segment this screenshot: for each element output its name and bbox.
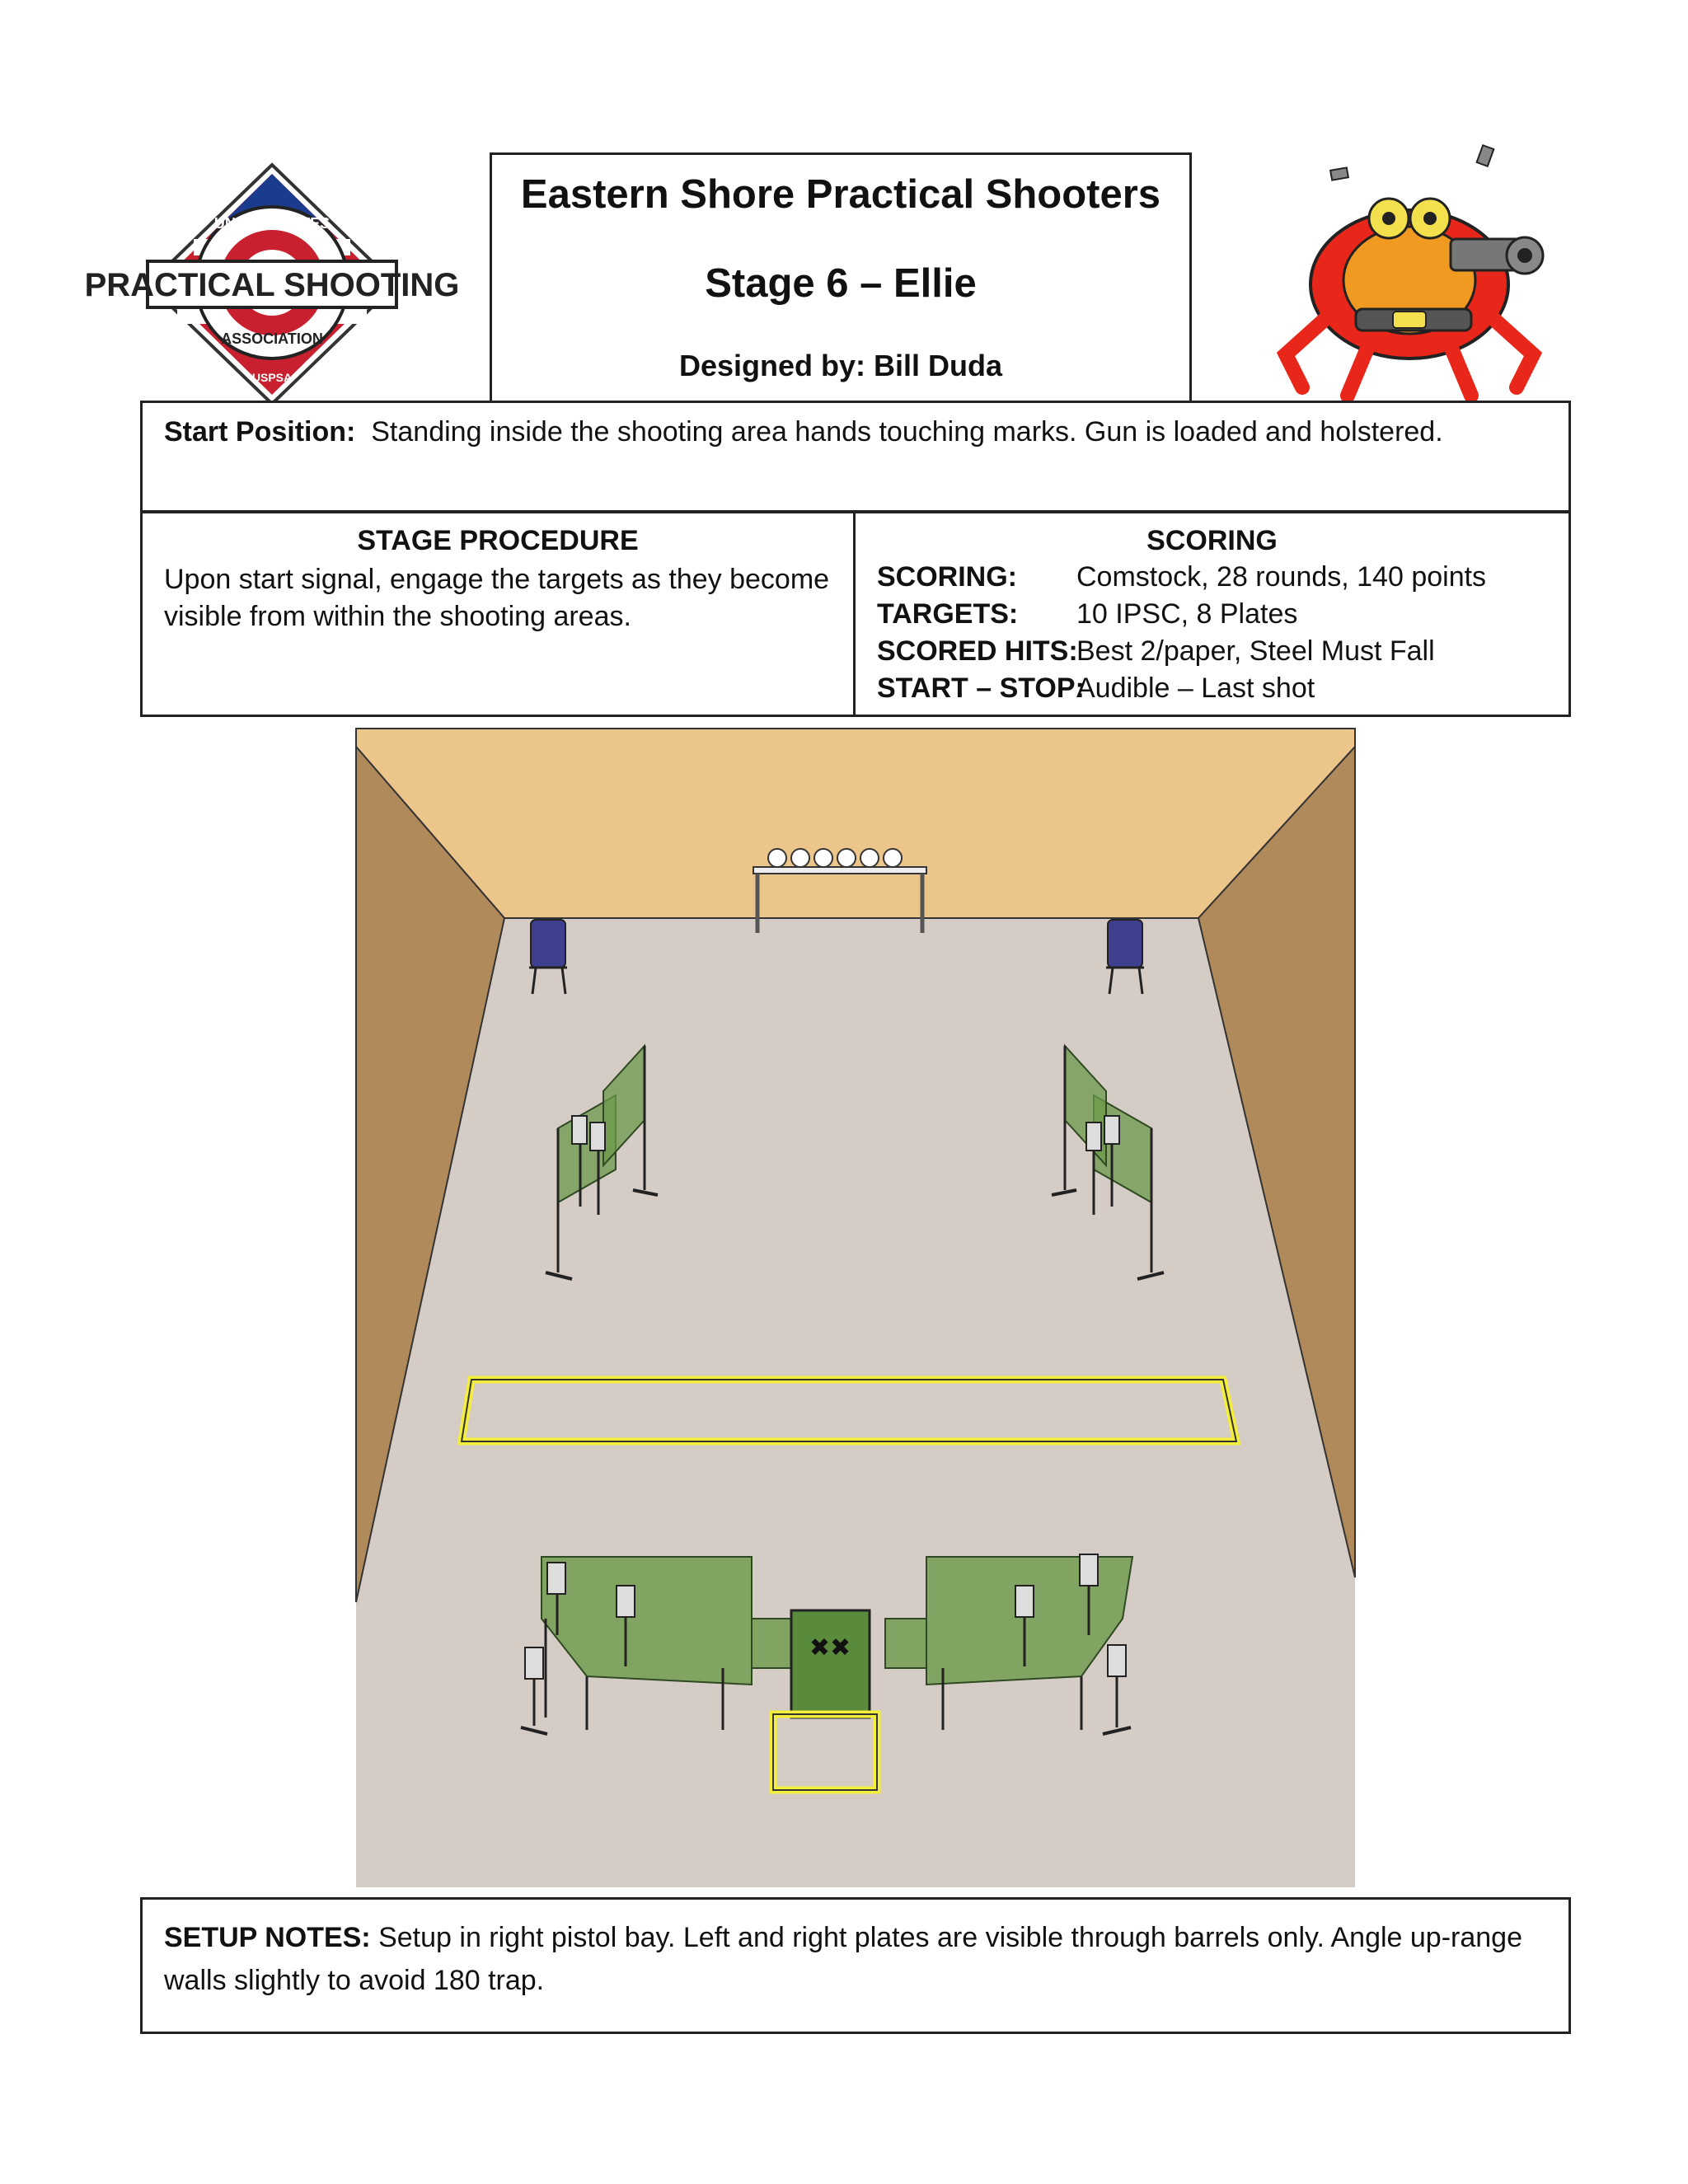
setup-notes-text bbox=[164, 1916, 1549, 2002]
scoring-row bbox=[877, 561, 1486, 593]
uspsa-logo bbox=[84, 161, 460, 408]
stage-title: Stage 6 – Ellie bbox=[705, 261, 977, 306]
header-box bbox=[490, 152, 1192, 404]
start-position-line bbox=[164, 416, 1443, 448]
logo-bottom-text: ASSOCIATION bbox=[221, 330, 323, 347]
club-name: Eastern Shore Practical Shooters bbox=[520, 172, 1161, 217]
start-stop-row-value: Audible – Last shot bbox=[1076, 673, 1315, 704]
scoring-row-label: SCORING: bbox=[877, 561, 1017, 593]
start-stop-row bbox=[877, 673, 1315, 705]
setup-notes-body: Setup in right pistol bay. Left and right plates are visible through barrels only. Angle up-range walls slightly to avoid 180 trap. bbox=[164, 1922, 1523, 1996]
targets-row-value: 10 IPSC, 8 Plates bbox=[1076, 598, 1298, 630]
start-position-box bbox=[140, 401, 1571, 513]
start-position-text: Standing inside the shooting area hands touching marks. Gun is loaded and holstered. bbox=[371, 416, 1443, 448]
start-stop-row-label: START – STOP: bbox=[877, 673, 1085, 704]
stage-procedure-box bbox=[140, 511, 856, 717]
scored-hits-row-label: SCORED HITS: bbox=[877, 635, 1078, 667]
stage-procedure-text: Upon start signal, engage the targets as they become visible from within the shooting areas. bbox=[164, 564, 830, 632]
start-position-label: Start Position: bbox=[164, 416, 356, 448]
start-marks: ✖✖ bbox=[809, 1633, 851, 1662]
setup-notes-label: SETUP NOTES: bbox=[164, 1922, 371, 1953]
logo-main-text: PRACTICAL SHOOTING bbox=[84, 267, 460, 303]
crab-mascot-illustration bbox=[1269, 140, 1566, 404]
back-wall bbox=[356, 729, 1355, 918]
scored-hits-row bbox=[877, 635, 1435, 668]
scoring-row-value: Comstock, 28 rounds, 140 points bbox=[1076, 561, 1487, 593]
stage-designer: Designed by: Bill Duda bbox=[678, 349, 1003, 382]
targets-row bbox=[877, 598, 1297, 630]
scored-hits-row-value: Best 2/paper, Steel Must Fall bbox=[1076, 635, 1435, 667]
scoring-heading: SCORING bbox=[1146, 525, 1278, 556]
targets-row-label: TARGETS: bbox=[877, 598, 1019, 630]
logo-tag-text: USPSA bbox=[251, 371, 293, 384]
logo-top-text: UNITED STATES bbox=[213, 215, 331, 232]
stage-diagram bbox=[356, 729, 1355, 1887]
stage-procedure-heading: STAGE PROCEDURE bbox=[357, 525, 639, 556]
start-box-panel bbox=[791, 1610, 870, 1718]
scoring-box bbox=[853, 511, 1571, 717]
setup-notes-box bbox=[140, 1897, 1571, 2034]
